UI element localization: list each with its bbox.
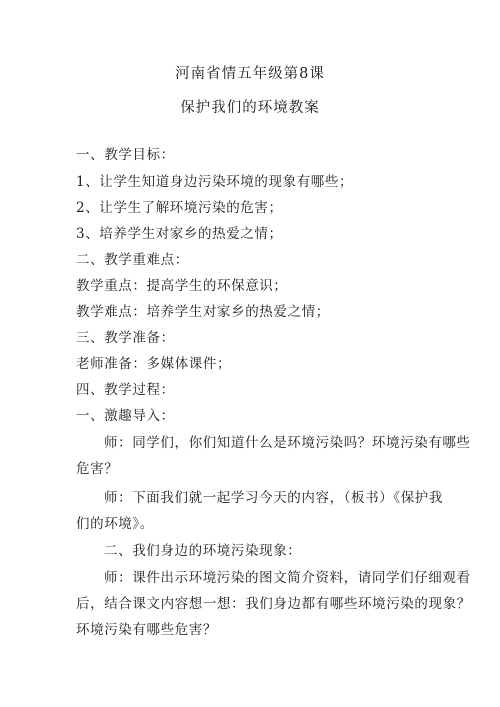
section-heading-preparation: 三、教学准备： — [76, 330, 175, 346]
section-heading-process: 四、教学过程： — [76, 382, 175, 398]
paragraph-line: 师：课件出示环境污染的图文简介资料，请同学们仔细观看 — [104, 570, 471, 586]
paragraph-line: 环境污染有哪些危害？ — [76, 622, 217, 638]
document-subtitle: 保护我们的环境教案 — [180, 100, 320, 116]
paragraph-line: 师：下面我们就一起学习今天的内容，（板书）《保护我 — [104, 490, 443, 506]
paragraph-line: 们的环境》。 — [76, 516, 154, 532]
section-heading-objectives: 一、教学目标： — [76, 147, 175, 163]
objective-item-2: 2、让学生了解环境污染的危害； — [76, 200, 283, 216]
paragraph-line: 后，结合课文内容想一想：我们身边都有哪些环境污染的现象？ — [76, 596, 471, 612]
paragraph-line: 师：同学们，你们知道什么是环境污染吗？环境污染有哪些 — [104, 435, 471, 451]
document-title: 河南省情五年级第8课 — [175, 66, 325, 82]
preparation-text: 老师准备：多媒体课件； — [76, 356, 232, 372]
objective-item-1: 1、让学生知道身边污染环境的现象有哪些； — [76, 174, 354, 190]
paragraph-line: 危害？ — [76, 461, 119, 477]
section-heading-key-points: 二、教学重难点： — [76, 252, 189, 268]
subheading-intro: 一、激趣导入： — [76, 408, 175, 424]
key-point-text: 教学重点：提高学生的环保意识； — [76, 278, 288, 294]
objective-item-3: 3、培养学生对家乡的热爱之情； — [76, 226, 283, 242]
subheading-pollution-phenomena: 二、我们身边的环境污染现象： — [104, 543, 302, 559]
difficult-point-text: 教学难点：培养学生对家乡的热爱之情； — [76, 304, 330, 320]
